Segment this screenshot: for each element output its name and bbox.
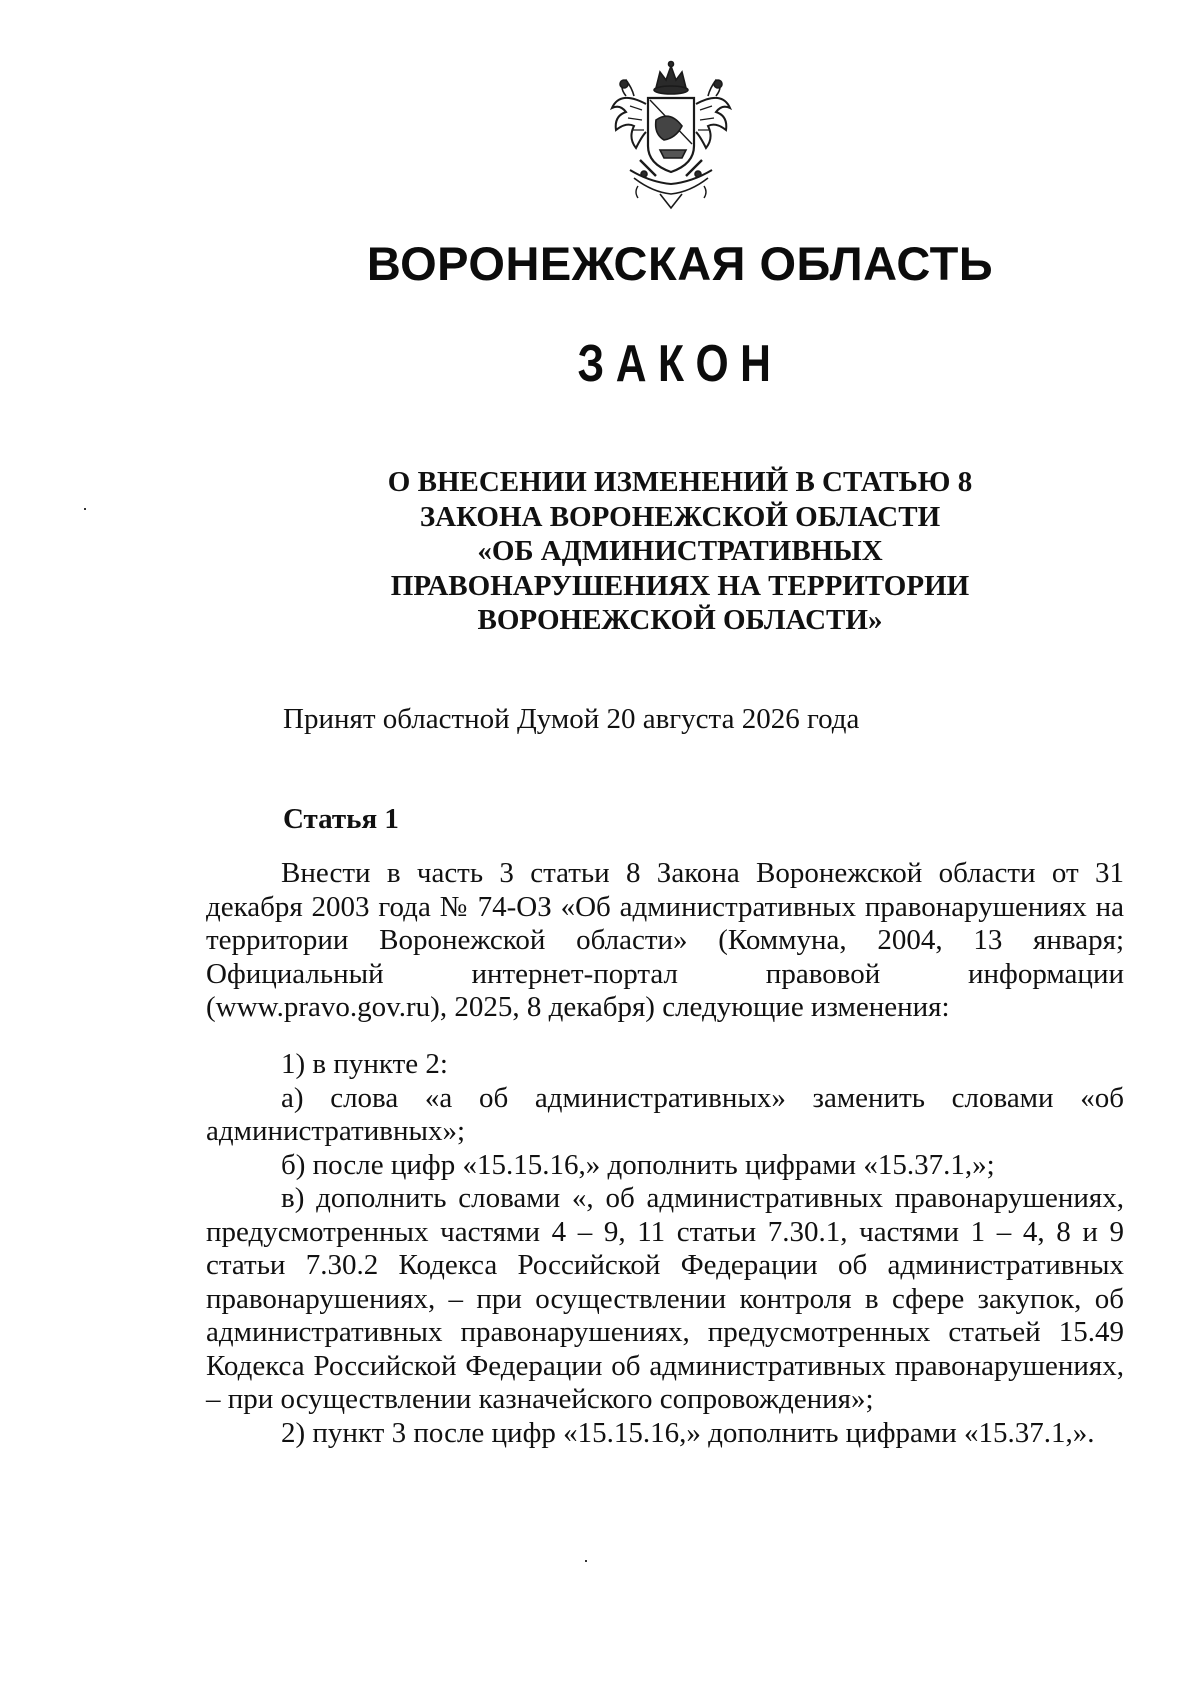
item-2: 2) пункт 3 после цифр «15.15.16,» дополнить цифрами «15.37.1,». bbox=[281, 1416, 1095, 1449]
article-items-block bbox=[206, 1048, 1124, 1450]
item-1c: в) дополнить словами «, об административных правонарушениях, предусмотренных частями 4 – 9, 11 статьи 7.30.1, частями 1 – 4, 8 и 9 статьи 7.30.2 Кодекса Российской Федерации об административных правонарушениях, – при осуществлении контроля в сфере закупок, об административных правонарушениях, предусмотренных статьей 15.49 Кодекса Российской Федерации об административных правонарушениях, – при осуществлении казначейского сопровождения»; bbox=[206, 1182, 1124, 1415]
item-1b: б) после цифр «15.15.16,» дополнить цифрами «15.37.1,»; bbox=[281, 1148, 995, 1181]
coat-of-arms-emblem bbox=[590, 60, 752, 210]
article-heading: Статья 1 bbox=[283, 803, 399, 835]
item-1: 1) в пункте 2: bbox=[281, 1048, 448, 1080]
article-intro-block bbox=[206, 857, 1124, 1025]
scan-speck bbox=[84, 508, 86, 510]
document-type: ЗАКОН bbox=[577, 335, 783, 393]
law-title-line: ПРАВОНАРУШЕНИЯХ НА ТЕРРИТОРИИ bbox=[390, 569, 970, 602]
item-1a: а) слова «а об административных» заменить словами «об административных»; bbox=[206, 1081, 1124, 1147]
law-title bbox=[370, 465, 990, 638]
law-title-line: О ВНЕСЕНИИ ИЗМЕНЕНИЙ В СТАТЬЮ 8 bbox=[387, 466, 973, 498]
law-title-line: ВОРОНЕЖСКОЙ ОБЛАСТИ» bbox=[477, 604, 883, 636]
adoption-note: Принят областной Думой 20 августа 2026 года bbox=[283, 703, 860, 735]
law-title-line: «ОБ АДМИНИСТРАТИВНЫХ bbox=[477, 535, 883, 567]
region-name: ВОРОНЕЖСКАЯ ОБЛАСТЬ bbox=[366, 237, 994, 290]
law-title-line: ЗАКОНА ВОРОНЕЖСКОЙ ОБЛАСТИ bbox=[419, 500, 941, 533]
scan-speck bbox=[585, 1560, 587, 1562]
article-intro: Внести в часть 3 статьи 8 Закона Воронежской области от 31 декабря 2003 года № 74-ОЗ «Об административных правонарушениях на территории Воронежской области» (Коммуна, 2004, 13 января; Официальный интернет-портал правовой информации (www.pravo.gov.ru), 2025, 8 декабря) следующие изменения: bbox=[206, 857, 1124, 1023]
